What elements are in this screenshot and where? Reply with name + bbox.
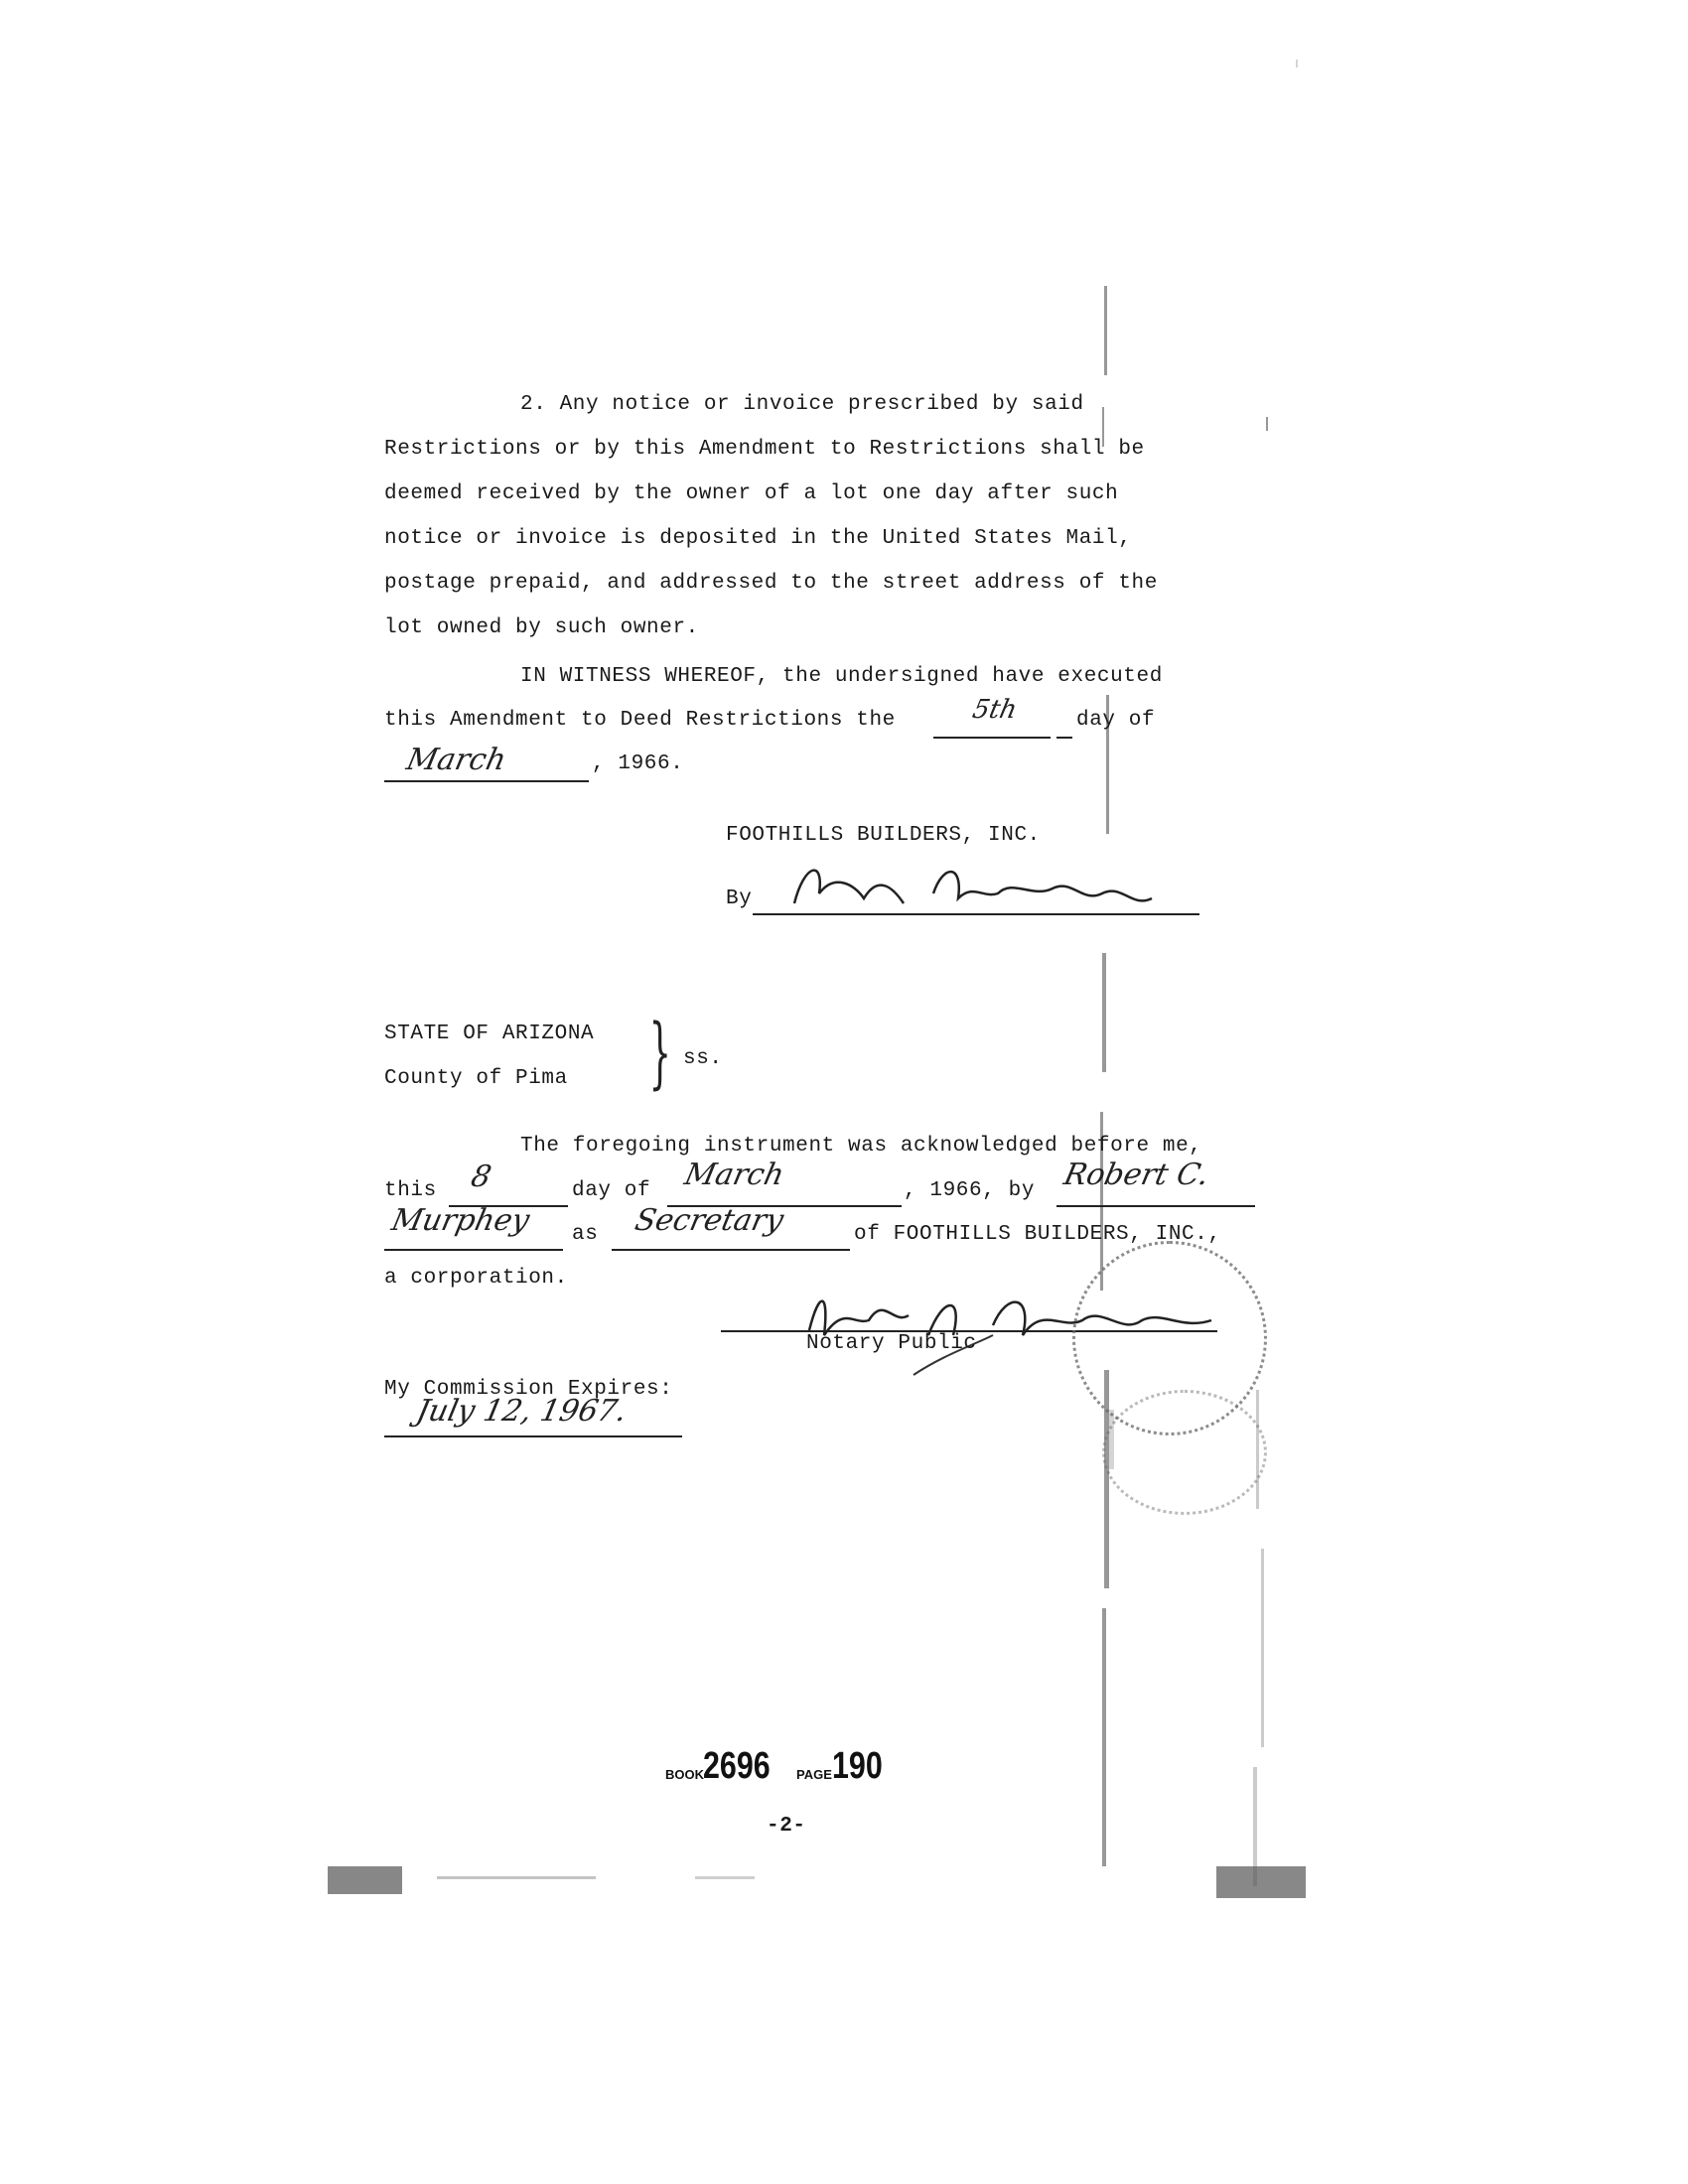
- venue-ss: ss.: [683, 1047, 723, 1070]
- venue-state: STATE OF ARIZONA: [384, 1023, 595, 1045]
- ack-day-handwritten: 8: [468, 1160, 494, 1194]
- company-signature: [784, 854, 1182, 928]
- witness-line-2b: day of: [1076, 709, 1156, 732]
- paragraph-2-line-2: Restrictions or by this Amendment to Restrictions shall be: [384, 438, 1145, 461]
- venue-brace: }: [648, 1009, 671, 1098]
- paragraph-2-line-1: 2. Any notice or invoice prescribed by said: [520, 393, 1084, 416]
- book-label: BOOK: [665, 1767, 704, 1782]
- notary-label: Notary Public: [806, 1332, 977, 1355]
- page-label: PAGE: [796, 1767, 832, 1782]
- ack-name-blank: [1056, 1205, 1255, 1207]
- page-number: -2-: [767, 1815, 806, 1838]
- ack-year-by: , 1966, by: [904, 1179, 1036, 1202]
- witness-line-1: IN WITNESS WHEREOF, the undersigned have executed: [520, 665, 1163, 688]
- company-by-label: By: [726, 887, 753, 910]
- paragraph-2-line-4: notice or invoice is deposited in the United States Mail,: [384, 527, 1132, 550]
- page-number: 190: [832, 1745, 883, 1787]
- ack-line-1: The foregoing instrument was acknowledged before me,: [520, 1135, 1202, 1158]
- ack-day-of: day of: [572, 1179, 651, 1202]
- ack-line-4: a corporation.: [384, 1267, 568, 1290]
- ack-name-part1: Robert C.: [1060, 1158, 1212, 1192]
- paragraph-2-line-6: lot owned by such owner.: [384, 616, 699, 639]
- ack-month-handwritten: March: [681, 1158, 787, 1192]
- company-name: FOOTHILLS BUILDERS, INC.: [726, 824, 1041, 847]
- ack-name-part2: Murphey: [388, 1203, 533, 1238]
- paragraph-2-line-3: deemed received by the owner of a lot one day after such: [384, 482, 1119, 505]
- book-number: 2696: [703, 1745, 771, 1787]
- witness-year: , 1966.: [592, 752, 684, 775]
- ack-of-company: of FOOTHILLS BUILDERS, INC.,: [854, 1223, 1221, 1246]
- witness-day-blank-2: [1056, 737, 1072, 739]
- ack-title-handwritten: Secretary: [632, 1203, 787, 1238]
- witness-month-blank: [384, 780, 589, 782]
- witness-line-2a: this Amendment to Deed Restrictions the: [384, 709, 896, 732]
- paragraph-2-line-5: postage prepaid, and addressed to the street address of the: [384, 572, 1158, 595]
- witness-day-handwritten: 5th: [969, 695, 1020, 725]
- notary-seal-outer: [1102, 1390, 1267, 1515]
- commission-label: My Commission Expires:: [384, 1378, 673, 1401]
- commission-date-handwritten: July 12, 1967.: [413, 1394, 631, 1429]
- witness-day-blank: [933, 737, 1051, 739]
- ack-title-blank: [612, 1249, 850, 1251]
- ack-name-blank-2: [384, 1249, 563, 1251]
- witness-month-handwritten: March: [403, 743, 509, 777]
- venue-county: County of Pima: [384, 1067, 568, 1090]
- ack-as: as: [572, 1223, 599, 1246]
- commission-date-blank: [384, 1435, 682, 1437]
- ack-this: this: [384, 1179, 437, 1202]
